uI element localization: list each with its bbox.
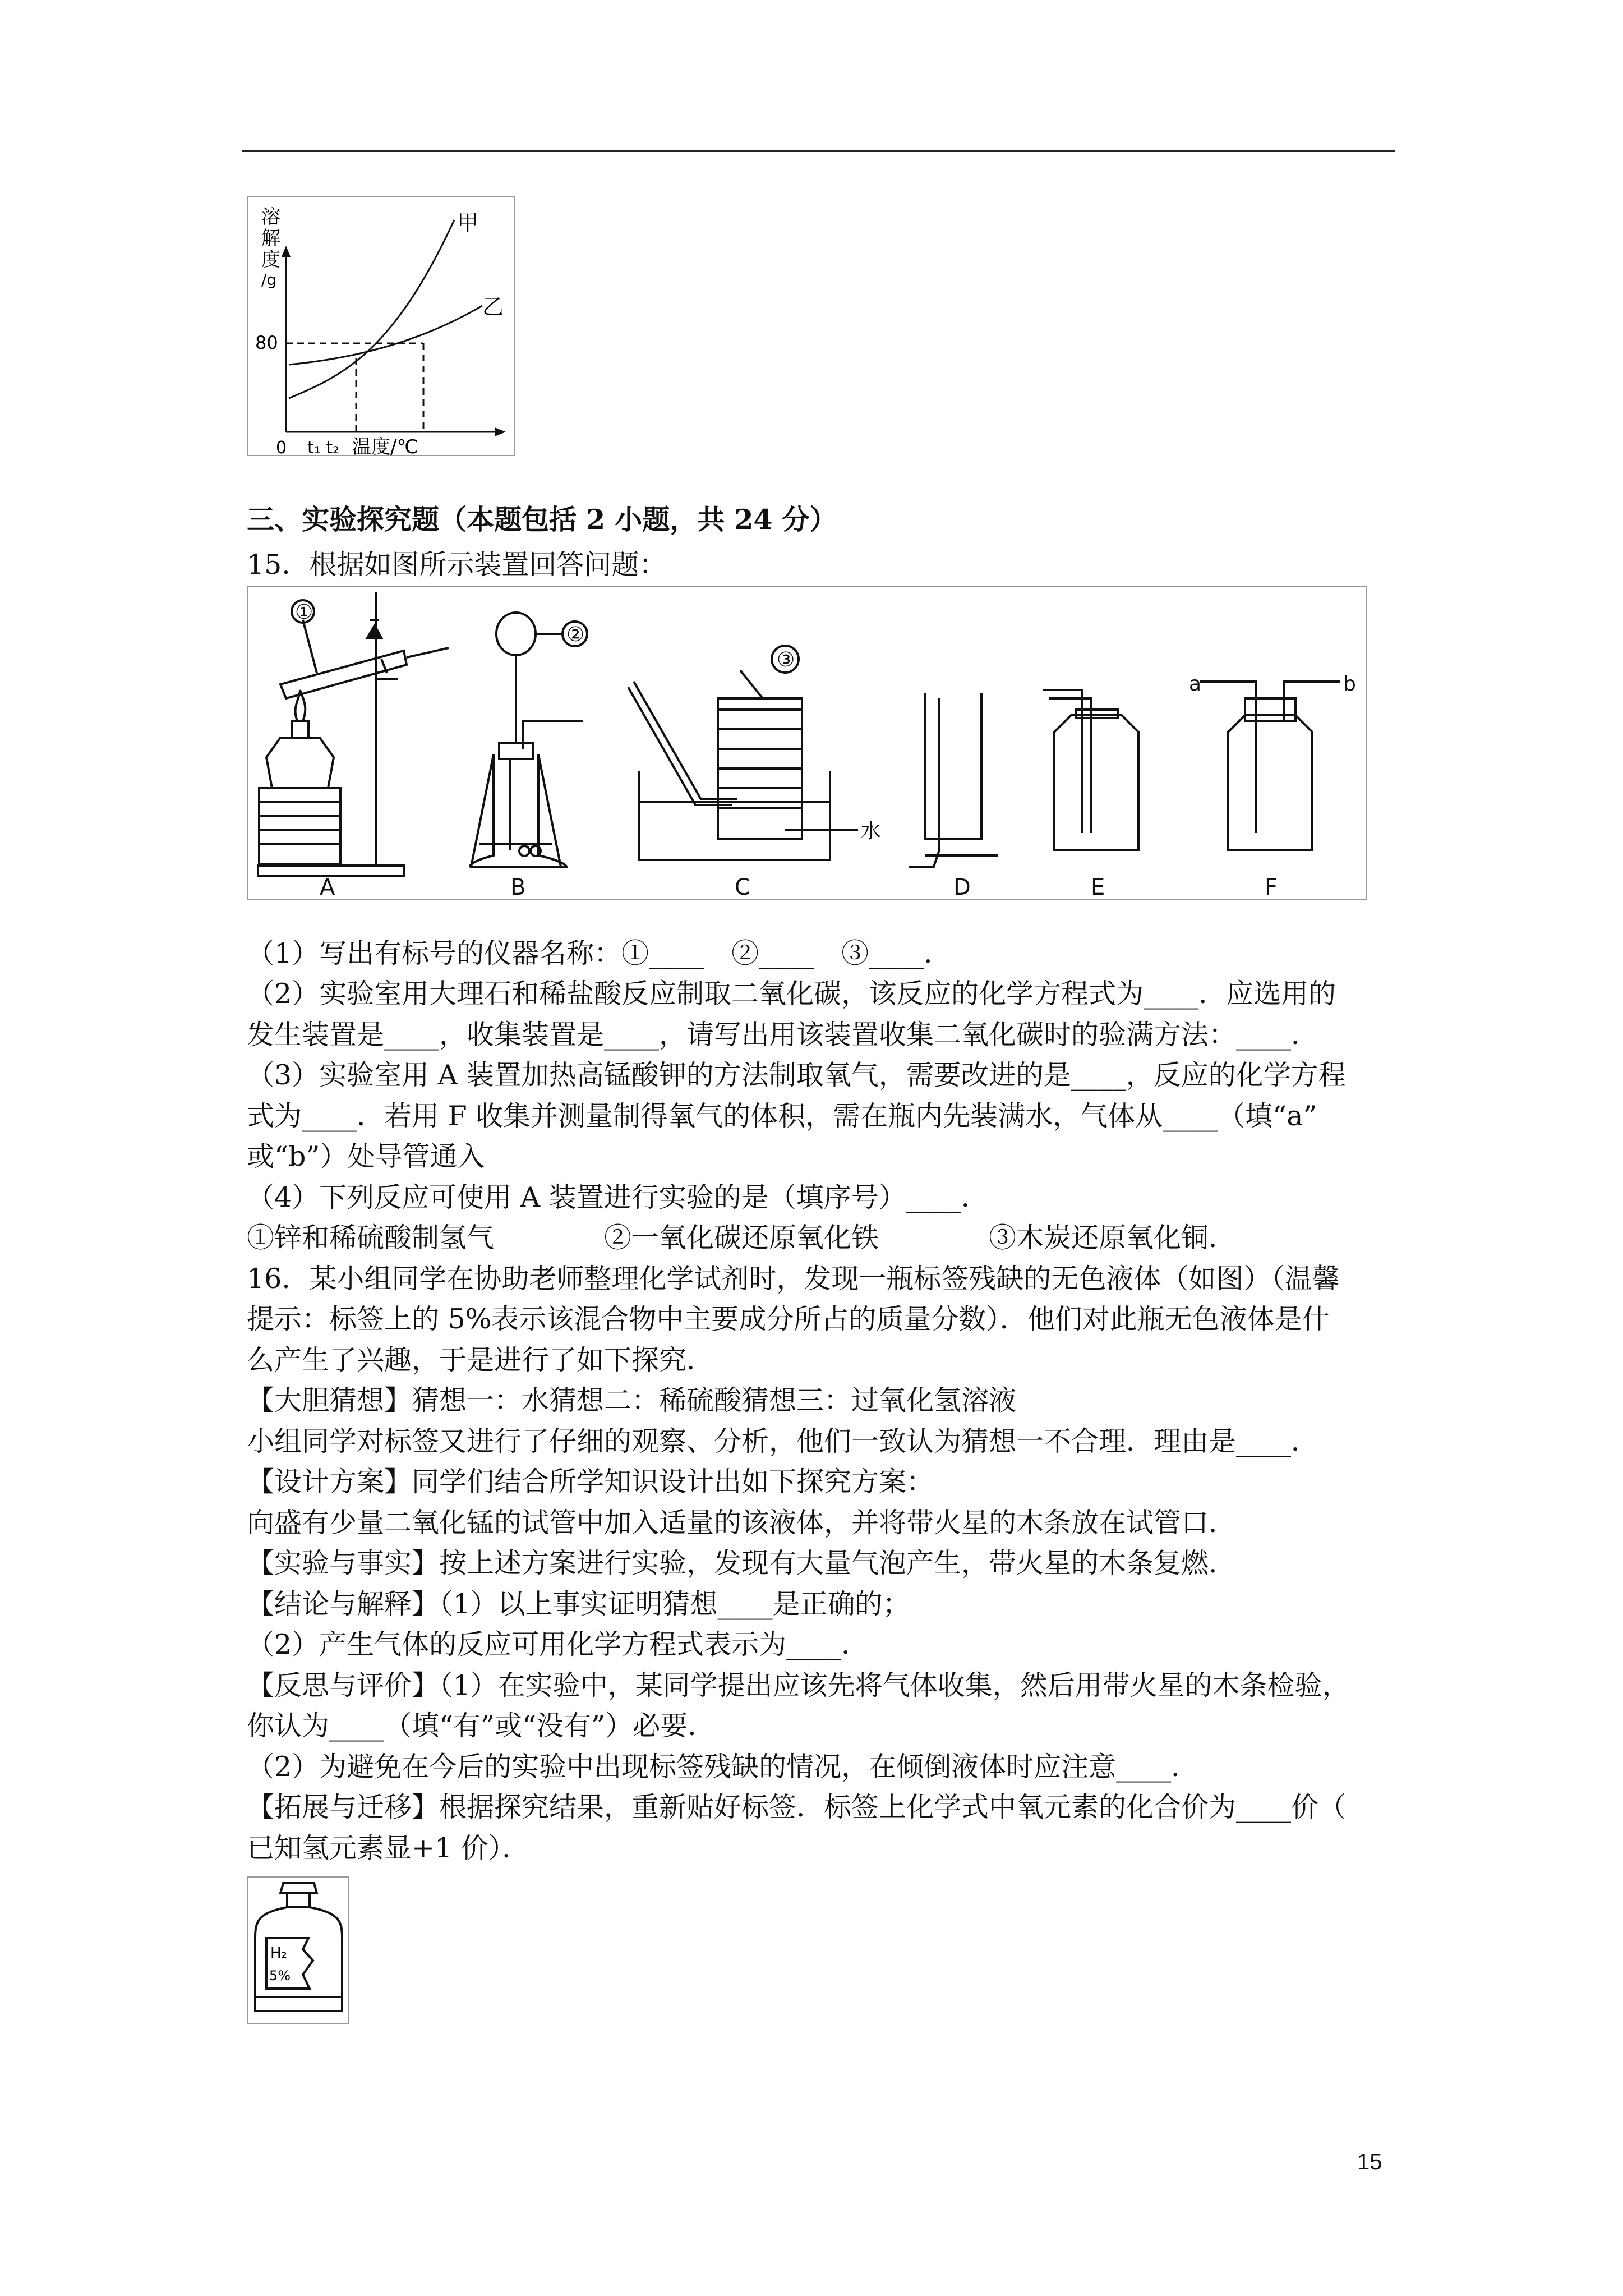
apparatus-b — [470, 613, 587, 867]
port-a-label: a — [1189, 673, 1202, 696]
q15-line: （1）写出有标号的仪器名称：①____ ②____ ③____． — [247, 937, 952, 969]
q16-line: 【大胆猜想】猜想一：水猜想二：稀硫酸猜想三：过氧化氢溶液 — [247, 1384, 1017, 1416]
q15-stem: 15．根据如图所示装置回答问题： — [247, 549, 667, 581]
section-heading: 三、实验探究题（本题包括 2 小题，共 24 分） — [247, 503, 837, 536]
q15-line: （2）实验室用大理石和稀盐酸反应制取二氧化碳，该反应的化学方程式为____．应选用的 — [247, 978, 1336, 1010]
label-a: A — [320, 875, 335, 900]
q16-line: 小组同学对标签又进行了仔细的观察、分析，他们一致认为猜想一不合理．理由是____． — [247, 1425, 1319, 1457]
label-c: C — [735, 875, 750, 900]
q16-line: （2）产生气体的反应可用化学方程式表示为____． — [247, 1628, 869, 1660]
q16-line: （2）为避免在今后的实验中出现标签残缺的情况，在倾倒液体时应注意____． — [247, 1751, 1199, 1783]
q16-line: 么产生了兴趣，于是进行了如下探究． — [247, 1344, 714, 1376]
solubility-chart — [247, 196, 516, 457]
x-axis-label: 温度/℃ — [352, 436, 418, 457]
curve-yi — [289, 306, 482, 365]
bottle-formula: H₂ — [270, 1945, 287, 1962]
q16-line: 【结论与解释】（1）以上事实证明猜想____是正确的； — [247, 1588, 910, 1620]
apparatus-a — [258, 592, 449, 876]
q16-line: 16．某小组同学在协助老师整理化学试剂时，发现一瓶标签残缺的无色液体（如图）（温馨 — [247, 1263, 1340, 1295]
y-label-char: 解 — [261, 227, 280, 250]
x-ticks: t₁ t₂ — [307, 438, 340, 457]
y-axis-label — [261, 206, 280, 289]
q16-line: 【反思与评价】（1）在实验中，某同学提出应该先将气体收集，然后用带火星的木条检验， — [247, 1669, 1350, 1701]
marker-2: ② — [566, 623, 585, 646]
y-label-char: 度 — [261, 249, 280, 271]
q16-line: 【设计方案】同学们结合所学知识设计出如下探究方案： — [247, 1466, 934, 1498]
apparatus-d — [909, 693, 998, 867]
apparatus-f — [1200, 682, 1340, 850]
q16-line: 【实验与事实】按上述方案进行实验，发现有大量气泡产生，带火星的木条复燃． — [247, 1547, 1237, 1579]
apparatus-letters — [320, 875, 1278, 900]
label-d: D — [953, 875, 971, 900]
q15-line: 发生装置是____，收集装置是____，请写出用该装置收集二氧化碳时的验满方法：____． — [247, 1019, 1319, 1051]
y-tick-80: 80 — [255, 332, 278, 353]
q16-line: 你认为____（填“有”或“没有”）必要． — [247, 1710, 716, 1742]
q15-line: ①锌和稀硫酸制氢气 ②一氧化碳还原氧化铁 ③木炭还原氧化铜． — [247, 1222, 1237, 1254]
marker-3: ③ — [777, 648, 795, 671]
port-b-label: b — [1343, 673, 1356, 696]
series-label-yi: 乙 — [482, 295, 504, 319]
apparatus-c — [628, 646, 858, 860]
y-axis-arrow — [282, 246, 291, 257]
reagent-bottle-figure — [247, 1876, 351, 2025]
label-e: E — [1091, 875, 1105, 900]
q16-line: 提示：标签上的 5%表示该混合物中主要成分所占的质量分数）．他们对此瓶无色液体是什 — [247, 1303, 1330, 1335]
marker-1: ① — [295, 601, 313, 624]
origin-label: 0 — [276, 438, 287, 457]
q15-line: （3）实验室用 A 装置加热高锰酸钾的方法制取氧气，需要改进的是____，反应的化学方程 — [247, 1059, 1346, 1091]
apparatus-e — [1043, 690, 1138, 850]
header-rule — [242, 150, 1395, 152]
series-label-jia: 甲 — [457, 210, 479, 235]
q15-line: （4）下列反应可使用 A 装置进行实验的是（填序号）____． — [247, 1181, 989, 1213]
q16-line: 向盛有少量二氧化锰的试管中加入适量的该液体，并将带火星的木条放在试管口． — [247, 1507, 1237, 1539]
page-number: 15 — [1357, 2150, 1382, 2174]
label-b: B — [510, 875, 526, 900]
apparatus-figure — [247, 586, 1368, 901]
q16-line: 已知氢元素显+1 价）． — [247, 1832, 530, 1864]
label-f: F — [1265, 875, 1278, 900]
water-label: 水 — [861, 820, 882, 843]
q15-line: 式为____．若用 F 收集并测量制得氧气的体积，需在瓶内先装满水，气体从____（填“a” — [247, 1100, 1317, 1132]
y-label-char: 溶 — [261, 206, 280, 228]
q16-line: 【拓展与迁移】根据探究结果，重新贴好标签．标签上化学式中氧元素的化合价为____价（ — [247, 1791, 1347, 1823]
q15-line: 或“b”）处导管通入 — [247, 1140, 485, 1172]
apparatus-markers — [295, 601, 1356, 843]
curve-jia — [289, 220, 454, 398]
y-label-char: /g — [261, 270, 277, 289]
x-axis-arrow — [495, 427, 506, 436]
bottle-percent: 5% — [269, 1968, 291, 1984]
